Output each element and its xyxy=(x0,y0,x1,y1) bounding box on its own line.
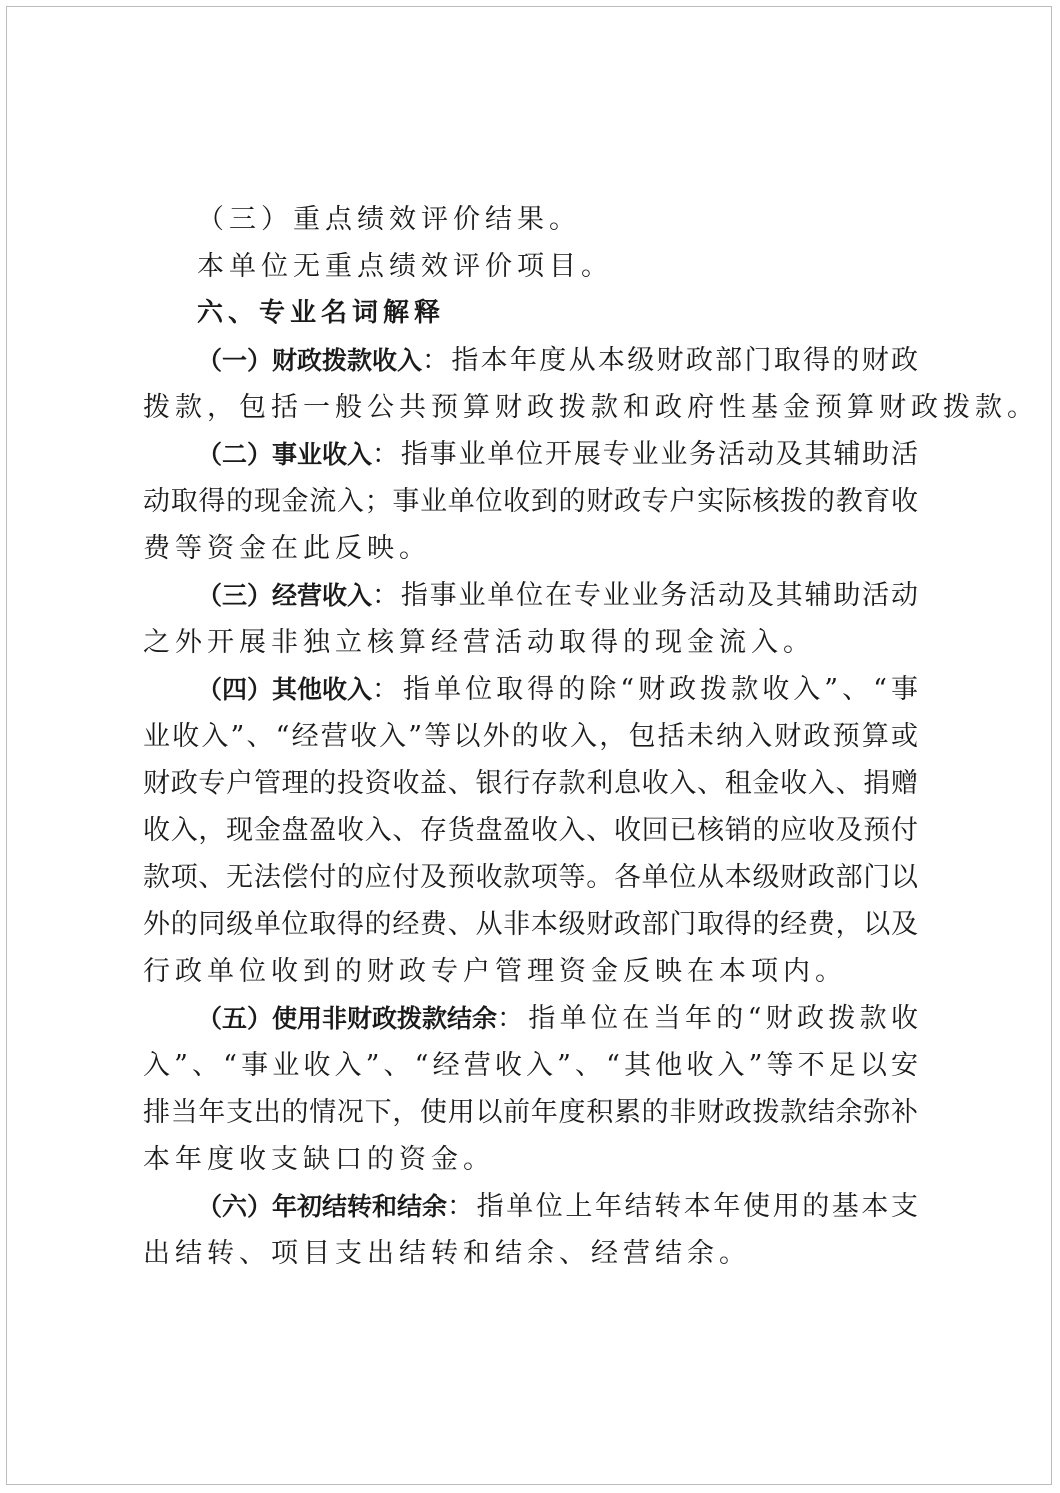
definition-term: （五）使用非财政拨款结余 xyxy=(197,1004,498,1033)
definition-text: ：指本年度从本级财政部门取得的财政 xyxy=(422,345,918,376)
definition-text: 行政单位收到的财政专户管理资金反映在本项内。 xyxy=(143,956,847,987)
definition-line xyxy=(143,478,918,525)
definition-line xyxy=(143,619,918,666)
definition-line xyxy=(143,854,918,901)
definition-line xyxy=(143,1183,918,1230)
definitions-list xyxy=(143,337,1039,1277)
definition-text: 收入，现金盘盈收入、存货盘盈收入、收回已核销的应收及预付 xyxy=(143,815,918,846)
definition-line xyxy=(143,948,918,995)
definition-text: ：指事业单位开展专业业务活动及其辅助活 xyxy=(372,439,918,470)
definition-line xyxy=(143,901,918,948)
definition-line xyxy=(143,1042,918,1089)
definition-line xyxy=(143,666,918,713)
definition-term: （六）年初结转和结余 xyxy=(197,1192,448,1221)
definition-text: 业收入”、“经营收入”等以外的收入，包括未纳入财政预算或 xyxy=(143,721,918,752)
definition-text: ：指事业单位在专业业务活动及其辅助活动 xyxy=(372,580,918,611)
definition-text: 入”、“事业收入”、“经营收入”、“其他收入”等不足以安 xyxy=(143,1050,918,1081)
definition-text: 外的同级单位取得的经费、从非本级财政部门取得的经费，以及 xyxy=(143,909,918,940)
definition-line xyxy=(143,525,918,572)
definition-line xyxy=(143,384,1039,431)
definition-term: （四）其他收入 xyxy=(197,675,373,704)
definition-term: （一）财政拨款收入 xyxy=(197,346,423,375)
definition-text: ：指单位取得的除“财政拨款收入”、“事 xyxy=(372,674,918,705)
document-body xyxy=(143,196,1039,1277)
section-heading: 六、专业名词解释 xyxy=(197,298,446,328)
definition-text: 出结转、项目支出结转和结余、经营结余。 xyxy=(143,1238,751,1269)
definition-line xyxy=(143,807,918,854)
definition-text: 费等资金在此反映。 xyxy=(143,533,431,564)
definition-line xyxy=(143,337,918,384)
definition-text: ：指单位上年结转本年使用的基本支 xyxy=(447,1191,918,1222)
definition-term: （二）事业收入 xyxy=(197,440,373,469)
subsection-body: 本单位无重点绩效评价项目。 xyxy=(197,251,613,282)
definition-text: 动取得的现金流入；事业单位收到的财政专户实际核拨的教育收 xyxy=(143,486,918,517)
definition-text: 之外开展非独立核算经营活动取得的现金流入。 xyxy=(143,627,815,658)
definition-line xyxy=(143,713,918,760)
definition-text: 本年度收支缺口的资金。 xyxy=(143,1144,495,1175)
definition-term: （三）经营收入 xyxy=(197,581,373,610)
definition-line xyxy=(143,995,918,1042)
definition-line xyxy=(143,1089,918,1136)
definition-line xyxy=(143,572,918,619)
definition-text: 款项、无法偿付的应付及预收款项等。各单位从本级财政部门以 xyxy=(143,862,918,893)
subsection-title: （三）重点绩效评价结果。 xyxy=(197,204,581,235)
definition-text: 财政专户管理的投资收益、银行存款利息收入、租金收入、捐赠 xyxy=(143,768,918,799)
definition-line xyxy=(143,760,918,807)
definition-text: 排当年支出的情况下，使用以前年度积累的非财政拨款结余弥补 xyxy=(143,1097,918,1128)
definition-text: ：指单位在当年的“财政拨款收 xyxy=(497,1003,918,1034)
definition-line xyxy=(143,431,918,478)
definition-line xyxy=(143,1136,918,1183)
definition-text: 拨款，包括一般公共预算财政拨款和政府性基金预算财政拨款。 xyxy=(143,392,1039,423)
definition-line xyxy=(143,1230,918,1277)
